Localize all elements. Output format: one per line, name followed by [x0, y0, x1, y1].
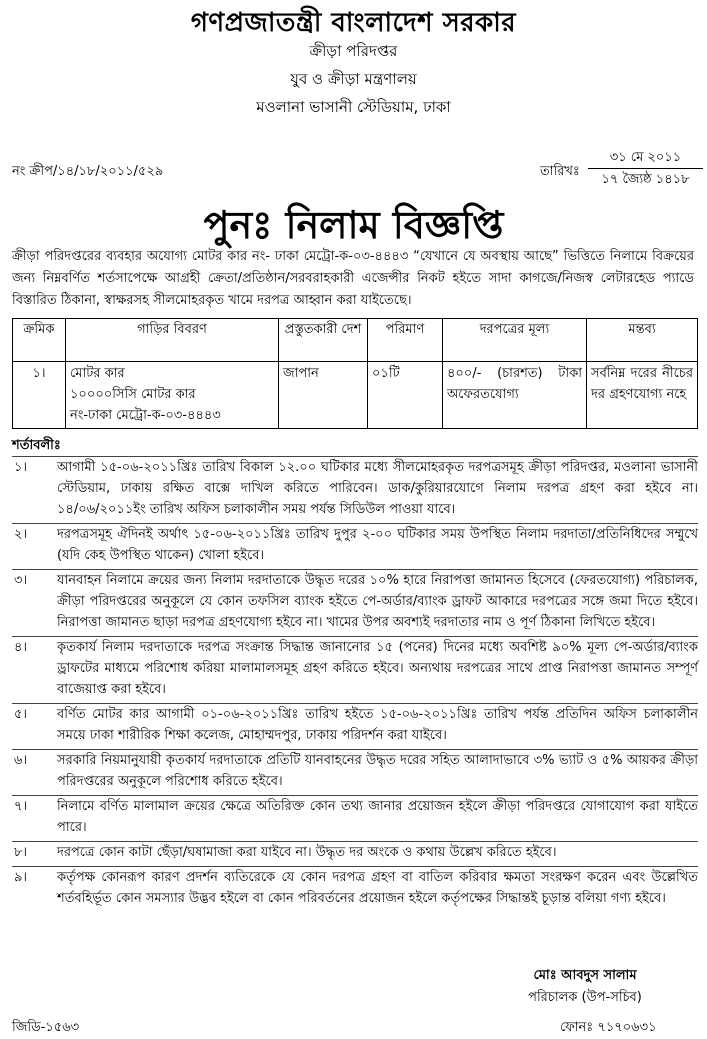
cell-serial: ১।: [13, 362, 66, 429]
term-number: ৬।: [14, 753, 28, 768]
cell-price: ৪০০/- (চারশত) টাকা অফেরতযোগ্য: [443, 362, 587, 429]
term-text: দরপত্রে কোন কাটা ছেঁড়া/ঘষামাজা করা যাইবে না। উদ্ধৃত দর অংকে ও কথায় উল্লেখ করিতে হইবে।: [57, 845, 557, 860]
government-name: গণপ্রজাতন্ত্রী বাংলাদেশ সরকার: [190, 8, 517, 38]
date-divider: [588, 168, 703, 169]
term-text: সরকারি নিয়মানুযায়ী কৃতকার্য দরদাতাকে প্রতিটি যানবাহনের উদ্ধৃত দরের সহিত আলাদাভাবে ৩% ভ্যাট ও ৫% আয়কর ক্রীড়া পরিদপ্তরের অনুকূলে পরিশোধ করিতে হইবে।: [57, 753, 698, 789]
cell-remarks: সর্বনিম্ন দরের নীচের দর গ্রহণযোগ্য নহে: [587, 362, 698, 429]
department-name: ক্রীড়া পরিদপ্তর: [309, 42, 398, 60]
list-item: [12, 523, 698, 569]
signatory-name: মোঃ আবদুস সালাম: [533, 968, 637, 983]
terms-list: [12, 456, 698, 912]
cell-description: [66, 362, 279, 429]
list-item: [12, 636, 698, 703]
table-row: [13, 362, 698, 429]
date-label: তারিখঃ: [540, 164, 580, 179]
description-line-3: নং-ঢাকা মেট্রো-ক-০৩-৪৪৪৩: [70, 408, 221, 423]
header-remarks: মন্তব্য: [587, 319, 698, 362]
term-text: যানবাহন নিলামে ক্রয়ের জন্য নিলাম দরদাতাকে উদ্ধৃত দরের ১০% হারে নিরাপত্তা জামানত হিসেবে (ফেরতযোগ্য) পরিচালক, ক্রীড়া পরিদপ্তরের অনুকূলে যে কোন তফসিল ব্যাংক হইতে পে-অর্ডার/ব্যাংক ড্রাফট আকারে দরপত্রের সঙ্গে জমা দিতে হইবে। নিরাপত্তা জামানত ছাড়া দরপত্র গ্রহণযোগ্য হইবে না। খামের উপর অবশ্যই দরদাতার নাম ও পূর্ণ ঠিকানা লিখিতে হইবে।: [57, 573, 698, 630]
term-number: ৪।: [14, 640, 28, 655]
terms-heading: শর্তাবলীঃ: [12, 438, 61, 453]
description-line-2: ১০০০০সিসি মোটর কার: [70, 387, 196, 402]
term-text: দরপত্রসমূহ ঐদিনই অর্থাৎ ১৫-০৬-২০১১খ্রিঃ তারিখ দুপুর ২-০০ ঘটিকার সময় উপস্থিত নিলাম দরদাতা/প্রতিনিধিদের সম্মুখে (যদি কেহ উপস্থিত থাকেন) খোলা হইবে।: [57, 527, 698, 563]
list-item: [12, 749, 698, 795]
term-number: ৩।: [14, 573, 28, 588]
auction-table: [12, 318, 698, 429]
signature-block: [470, 965, 700, 1009]
list-item: [12, 866, 698, 912]
term-number: ২।: [14, 527, 28, 542]
term-number: ৫।: [14, 707, 28, 722]
dg-number: জিডি-১৫৬৩: [12, 1020, 80, 1035]
date-gregorian: ৩১ মে ২০১১: [609, 150, 682, 165]
cell-country: জাপান: [279, 362, 368, 429]
intro-paragraph: ক্রীড়া পরিদপ্তরের ব্যবহার অযোগ্য মোটর কার নং- ঢাকা মেট্রো-ক-০৩-৪৪৪৩ “যেখানে যে অবস্থায় আছে” ভিত্তিতে নিলামে বিক্রয়ের জন্য নিম্নবর্ণিত শর্তসাপেক্ষে আগ্রহী ক্রেতা/প্রতিষ্ঠান/সরবরাহকারী এজেন্সীর নিকট হইতে সাদা কাগজে/নিজস্ব লেটারহেড প্যাডে বিস্তারিত ঠিকানা, স্বাক্ষরসহ সীলমোহরকৃত খামে দরপত্র আহ্বান করা যাইতেছে।: [12, 249, 694, 308]
term-number: ৭।: [14, 799, 28, 814]
term-text: বর্ণিত মোটর কার আগামী ০১-০৬-২০১১খ্রিঃ তারিখ হইতে ১৫-০৬-২০১১খ্রিঃ তারিখ পর্যন্ত প্রতিদিন অফিস চলাকালীন সময়ে ঢাকা শারীরিক শিক্ষা কলেজ, মোহাম্মদপুর, ঢাকায় পরিদর্শন করা যাইবে।: [57, 707, 698, 743]
office-address: মওলানা ভাসানী স্টেডিয়াম, ঢাকা: [256, 98, 451, 116]
term-text: কৃতকার্য নিলাম দরদাতাকে দরপত্র সংক্রান্ত সিদ্ধান্ত জানানোর ১৫ (পনের) দিনের মধ্যে অবশিষ্ট ৯০% মূল্য পে-অর্ডার/ব্যাংক ড্রাফটের মাধ্যমে পরিশোধ করিয়া মালামালসমূহ গ্রহণ করিতে হইবে। অন্যথায় দরপত্রের সাথে প্রাপ্ত নিরাপত্তা জামানত সম্পূর্ণ বাজেয়াপ্ত করা হইবে।: [57, 640, 698, 697]
term-number: ১।: [14, 460, 28, 475]
list-item: [12, 703, 698, 749]
list-item: [12, 456, 698, 523]
reference-number: নং ক্রীপ/১৪/১৮/২০১১/৫২৯: [12, 164, 164, 179]
header-serial: ক্রমিক: [13, 319, 66, 362]
list-item: [12, 841, 698, 866]
cell-quantity: ০১টি: [368, 362, 443, 429]
list-item: [12, 795, 698, 841]
list-item: [12, 569, 698, 636]
phone-number: ফোনঃ ৭১৭০৬৩১: [560, 1020, 657, 1035]
term-number: ৯।: [14, 870, 28, 885]
term-text: নিলামে বর্ণিত মালামাল ক্রয়ের ক্ষেত্রে অতিরিক্ত কোন তথ্য জানার প্রয়োজন হইলে ক্রীড়া পরিদপ্তরে যোগাযোগ করা যাইতে পারে।: [57, 799, 698, 835]
description-line-1: মোটর কার: [70, 366, 125, 381]
table-header-row: [13, 319, 698, 362]
notice-title: পুনঃ নিলাম বিজ্ঞপ্তি: [203, 203, 504, 247]
header-description: গাড়ির বিবরণ: [66, 319, 279, 362]
ministry-name: যুব ও ক্রীড়া মন্ত্রণালয়: [290, 70, 417, 88]
date-bengali: ১৭ জ্যৈষ্ঠ ১৪১৮: [601, 172, 690, 187]
header-country: প্রস্তুতকারী দেশ: [279, 319, 368, 362]
header-price: দরপত্রের মূল্য: [443, 319, 587, 362]
term-number: ৮।: [14, 845, 28, 860]
header-quantity: পরিমাণ: [368, 319, 443, 362]
signatory-designation: পরিচালক (উপ-সচিব): [528, 990, 642, 1005]
term-text: কর্তৃপক্ষ কোনরূপ কারণ প্রদর্শন ব্যতিরেকে যে কোন দরপত্র গ্রহণ বা বাতিল করিবার ক্ষমতা সংরক্ষণ করেন এবং উল্লেখিত শর্তবহির্ভূত কোন সমস্যার উদ্ভব হইলে বা কোন পরিবর্তনের প্রয়োজন হইলে কর্তৃপক্ষের সিদ্ধান্তই চূড়ান্ত বলিয়া গণ্য হইবে।: [57, 870, 698, 906]
term-text: আগামী ১৫-০৬-২০১১খ্রিঃ তারিখ বিকাল ১২.০০ ঘটিকার মধ্যে সীলমোহরকৃত দরপত্রসমূহ ক্রীড়া পরিদপ্তর, মওলানা ভাসানী স্টেডিয়াম, ঢাকায় রক্ষিত বাক্সে দাখিল করিতে পারিবেন। ডাক/কুরিয়ারযোগে নিলাম দরপত্র গ্রহণ করা হইবে না। ১৪/০৬/২০১১ইং তারিখ অফিস চলাকালীন সময় পর্যন্ত সিডিউল পাওয়া যাবে।: [57, 460, 698, 517]
